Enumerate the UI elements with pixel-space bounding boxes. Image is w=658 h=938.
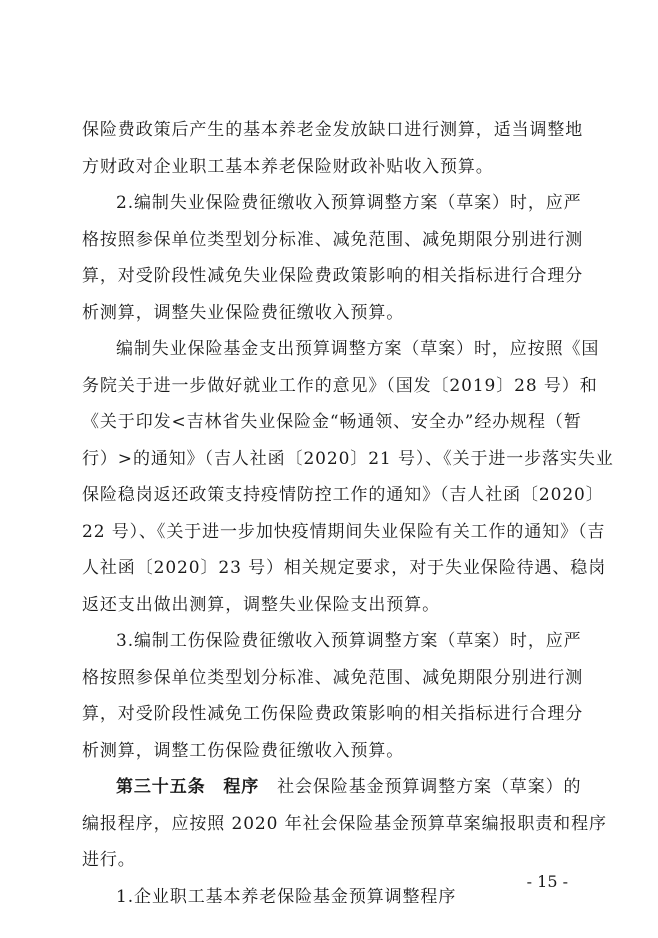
text-line: 算，对受阶段性减免工伤保险费政策影响的相关指标进行合理分 xyxy=(82,704,584,724)
body-text xyxy=(82,112,614,915)
text-line: 2.编制失业保险费征缴收入预算调整方案（草案）时，应严 xyxy=(116,193,582,213)
text-line: 析测算，调整失业保险费征缴收入预算。 xyxy=(82,302,405,323)
text-line: 编报程序，应按照 2020 年社会保险基金预算草案编报职责和程序 xyxy=(82,813,607,834)
text-line: 人社函〔2020〕23 号）相关规定要求，对于失业保险待遇、稳岗 xyxy=(82,558,607,578)
text-line: 算，对受阶段性减免失业保险费政策影响的相关指标进行合理分 xyxy=(82,266,584,286)
text-line: 保险稳岗返还政策支持疫情防控工作的通知》（吉人社函〔2020〕 xyxy=(82,485,604,505)
text-line: 返还支出做出测算，调整失业保险支出预算。 xyxy=(82,594,440,615)
article-line xyxy=(82,769,582,806)
text-line: 编制失业保险基金支出预算调整方案（草案）时，应按照《国 xyxy=(116,339,600,359)
text-line: 保险费政策后产生的基本养老金发放缺口进行测算，适当调整地 xyxy=(82,120,584,140)
text-line: 进行。 xyxy=(82,850,136,870)
text-line: 《关于印发<吉林省失业保险金“畅通领、安全办”经办规程（暂 xyxy=(82,412,582,432)
text-line: 方财政对企业职工基本养老保险财政补贴收入预算。 xyxy=(82,156,494,177)
text-line: 格按照参保单位类型划分标准、减免范围、减免期限分别进行测 xyxy=(82,667,584,688)
text-line: 3.编制工伤保险费征缴收入预算调整方案（草案）时，应严 xyxy=(116,631,582,651)
text-line: 22 号）、《关于进一步加快疫情期间失业保险有关工作的通知》（吉 xyxy=(82,521,606,542)
text-line: 务院关于进一步做好就业工作的意见》（国发〔2019〕28 号）和 xyxy=(82,375,598,396)
text-line: 格按照参保单位类型划分标准、减免范围、减免期限分别进行测 xyxy=(82,229,584,250)
text-line: 析测算，调整工伤保险费征缴收入预算。 xyxy=(82,740,405,761)
article-heading: 第三十五条 程序 xyxy=(116,777,260,797)
page-number: - 15 - xyxy=(526,872,568,891)
text-line: 行）>的通知》（吉人社函〔2020〕21 号）、《关于进一步落实失业 xyxy=(82,448,614,469)
text-line: 1.企业职工基本养老保险基金预算调整程序 xyxy=(116,886,457,907)
article-text: 社会保险基金预算调整方案（草案）的 xyxy=(277,777,582,797)
